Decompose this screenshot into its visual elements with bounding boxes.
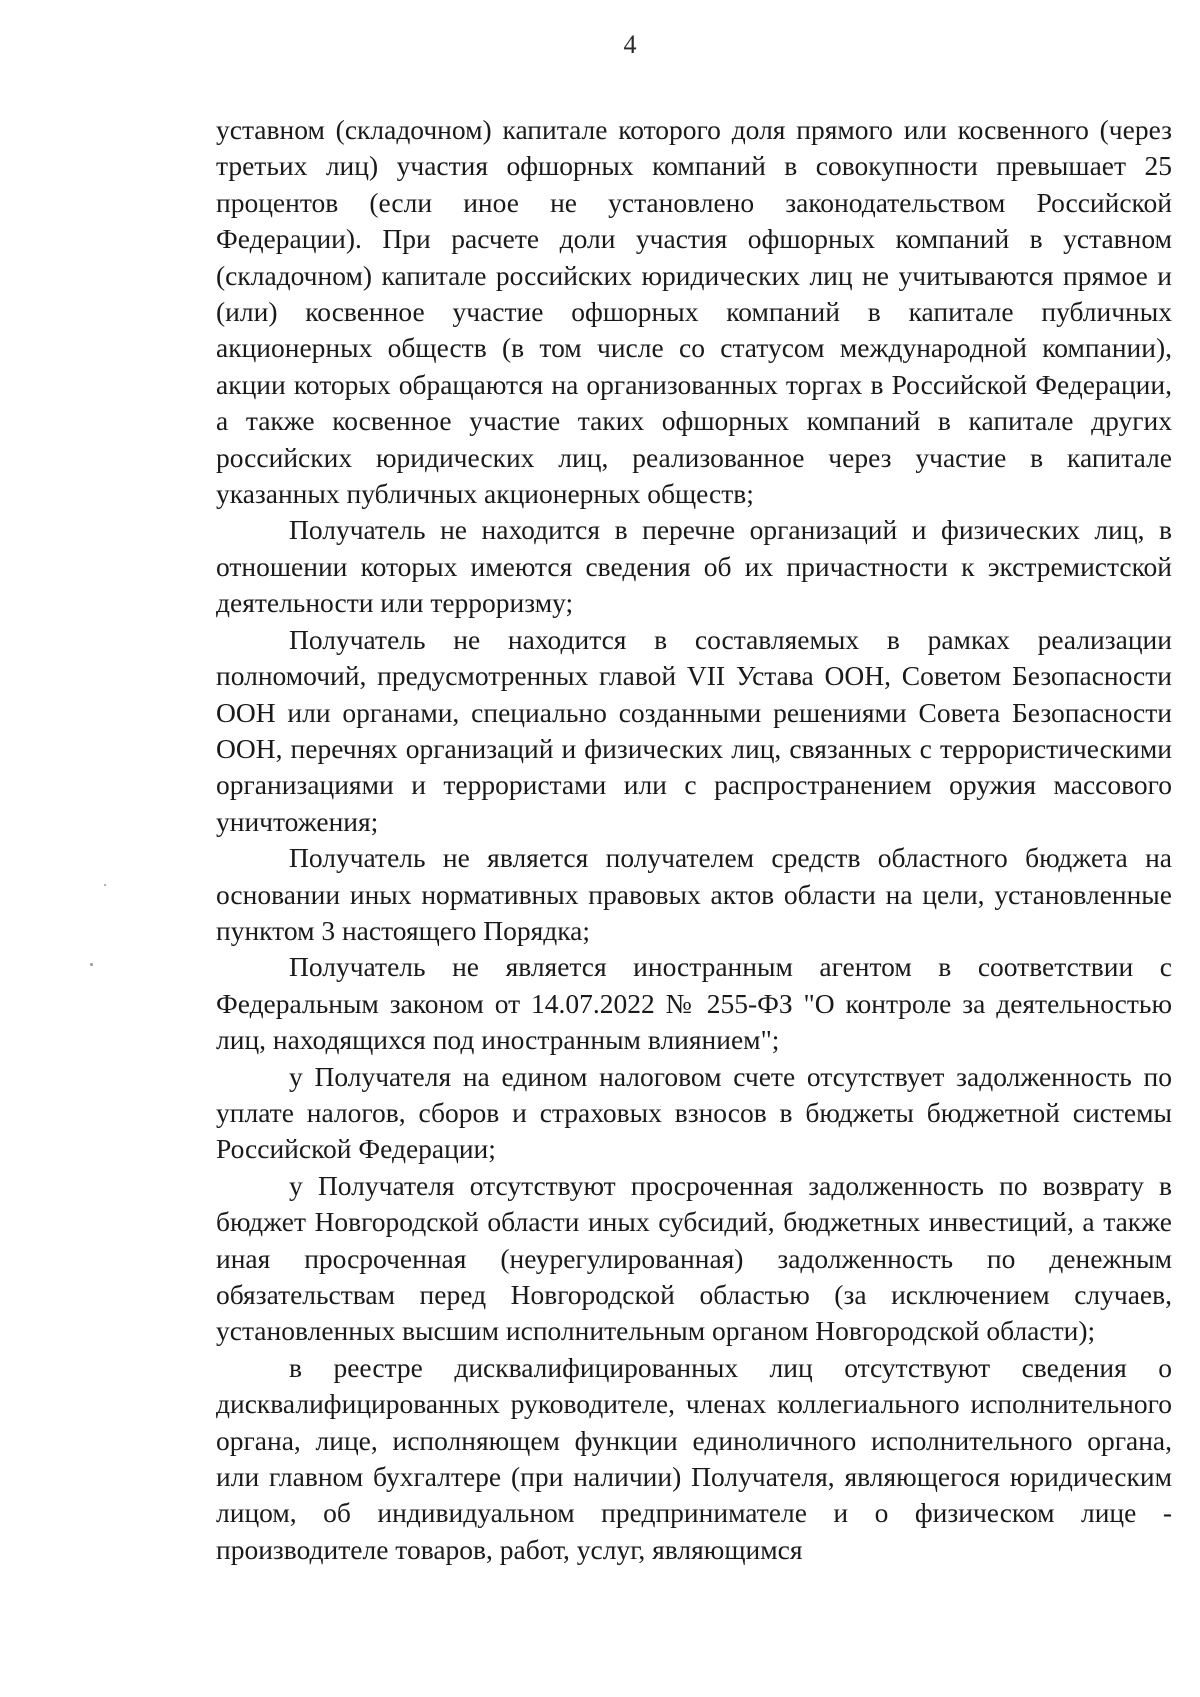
paragraph-continuation: уставном (складочном) капитале которого доля прямого или косвенного (через третьих лиц) участия офшорных компаний в совокупности превышает 25 процентов (если иное не установлено законодательством Российской Федерации). При расчете доли участия офшорных компаний в уставном (складочном) капитале российских юридических лиц не учитываются прямое и (или) косвенное участие офшорных компаний в капитале публичных акционерных обществ (в том числе со статусом международной компании), акции которых обращаются на организованных торгах в Российской Федерации, а также косвенное участие таких офшорных компаний в капитале других российских юридических лиц, реализованное через участие в капитале указанных публичных акционерных обществ; (216, 114, 1172, 510)
document-body (216, 112, 1172, 1568)
paragraph-disqualified-registry: в реестре дисквалифицированных лиц отсутствуют сведения о дисквалифицированных руководителе, членах коллегиального исполнительного органа, лице, исполняющем функции единоличного исполнительного органа, или главном бухгалтере (при наличии) Получателя, являющегося юридическим лицом, об индивидуальном предпринимателе и о физическом лице - производителе товаров, работ, услуг, являющимся (216, 1351, 1172, 1565)
page-number: 4 (623, 30, 637, 59)
scan-speck (104, 884, 106, 886)
paragraph-un-sanctions: Получатель не находится в составляемых в рамках реализации полномочий, предусмотренных главой VII Устава ООН, Советом Безопасности ООН или органами, специально созданными решениями Совета Безопасности ООН, перечнях организаций и физических лиц, связанных с террористическими организациями и террористами или с распространением оружия массового уничтожения; (216, 623, 1172, 837)
paragraph-foreign-agent: Получатель не является иностранным агентом в соответствии с Федеральным законом от 14.07.2022 № 255-ФЗ "О контроле за деятельностью лиц, находящихся под иностранным влиянием"; (216, 951, 1172, 1056)
paragraph-tax-debt: у Получателя на едином налоговом счете отсутствует задолженность по уплате налогов, сборов и страховых взносов в бюджеты бюджетной системы Российской Федерации; (216, 1060, 1172, 1165)
paragraph-extremism: Получатель не находится в перечне организаций и физических лиц, в отношении которых имеются сведения об их причастности к экстремистской деятельности или терроризму; (216, 514, 1172, 619)
paragraph-overdue-debt: у Получателя отсутствуют просроченная задолженность по возврату в бюджет Новгородской области иных субсидий, бюджетных инвестиций, а также иная просроченная (неурегулированная) задолженность по денежным обязательствам перед Новгородской областью (за исключением случаев, установленных высшим исполнительным органом Новгородской области); (216, 1169, 1172, 1347)
paragraph-regional-budget: Получатель не является получателем средств областного бюджета на основании иных нормативных правовых актов области на цели, установленные пунктом 3 настоящего Порядка; (216, 842, 1172, 946)
scan-speck (90, 963, 93, 966)
